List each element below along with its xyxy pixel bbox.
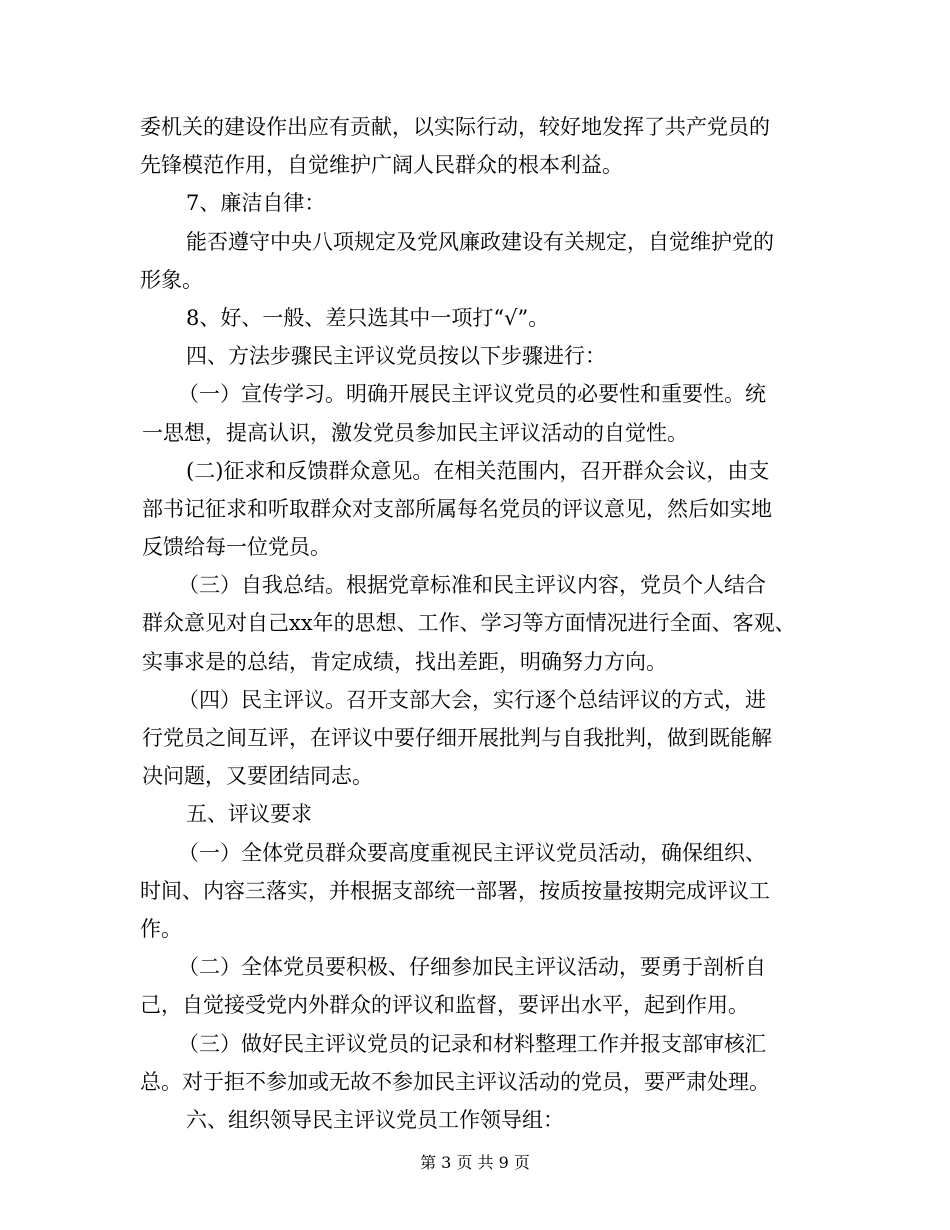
text-line: 总。对于拒不参加或无故不参加民主评议活动的党员，要严肃处理。: [140, 1069, 770, 1094]
page-number-footer: 第 3 页 共 9 页: [420, 1153, 530, 1172]
text-line: 群众意见对自己xx年的思想、工作、学习等方面情况进行全面、客观、: [142, 611, 796, 636]
text-line: （一）宣传学习。明确开展民主评议党员的必要性和重要性。统: [178, 382, 766, 407]
section-heading-6: 六、组织领导民主评议党员工作领导组：: [186, 1107, 564, 1132]
section-heading-5: 五、评议要求: [186, 802, 312, 827]
text-line: 能否遵守中央八项规定及党风廉政建设有关规定，自觉维护党的: [186, 229, 774, 254]
text-line: (二)征求和反馈群众意见。在相关范围内，召开群众会议，由支: [186, 458, 770, 483]
text-line: 作。: [140, 916, 182, 941]
text-line: 决问题，又要团结同志。: [142, 764, 373, 789]
section-item-7-heading: 7、廉洁自律：: [186, 191, 326, 216]
text-line: 先锋模范作用，自觉维护广阔人民群众的根本利益。: [140, 153, 623, 178]
text-line: 部书记征求和听取群众对支部所属每名党员的评议意见，然后如实地: [142, 496, 772, 521]
section-heading-4: 四、方法步骤民主评议党员按以下步骤进行：: [186, 344, 606, 369]
section-item-8: 8、好、一般、差只选其中一项打“√”。: [186, 305, 550, 330]
text-line: （二）全体党员要积极、仔细参加民主评议活动，要勇于剖析自: [178, 955, 766, 980]
text-line: 行党员之间互评，在评议中要仔细开展批判与自我批判，做到既能解: [142, 726, 772, 750]
text-line: 己，自觉接受党内外群众的评议和监督，要评出水平，起到作用。: [140, 993, 749, 1018]
text-line: 委机关的建设作出应有贡献，以实际行动，较好地发挥了共产党员的: [140, 115, 770, 139]
text-line: 时间、内容三落实，并根据支部统一部署，按质按量按期完成评议工: [140, 878, 770, 903]
text-line: （三）做好民主评议党员的记录和材料整理工作并报支部审核汇: [178, 1031, 766, 1056]
text-line: 形象。: [140, 267, 203, 292]
text-line: 一思想，提高认识，激发党员参加民主评议活动的自觉性。: [142, 420, 688, 445]
text-line: 实事求是的总结，肯定成绩，找出差距，明确努力方向。: [142, 649, 667, 674]
text-line: 反馈给每一位党员。: [142, 535, 331, 560]
text-line: （四）民主评议。召开支部大会，实行逐个总结评议的方式，进: [178, 687, 766, 712]
document-body: [140, 108, 810, 1139]
text-line: （一）全体党员群众要高度重视民主评议党员活动，确保组织、: [178, 840, 766, 865]
text-line: （三）自我总结。根据党章标准和民主评议内容，党员个人结合: [178, 573, 766, 598]
